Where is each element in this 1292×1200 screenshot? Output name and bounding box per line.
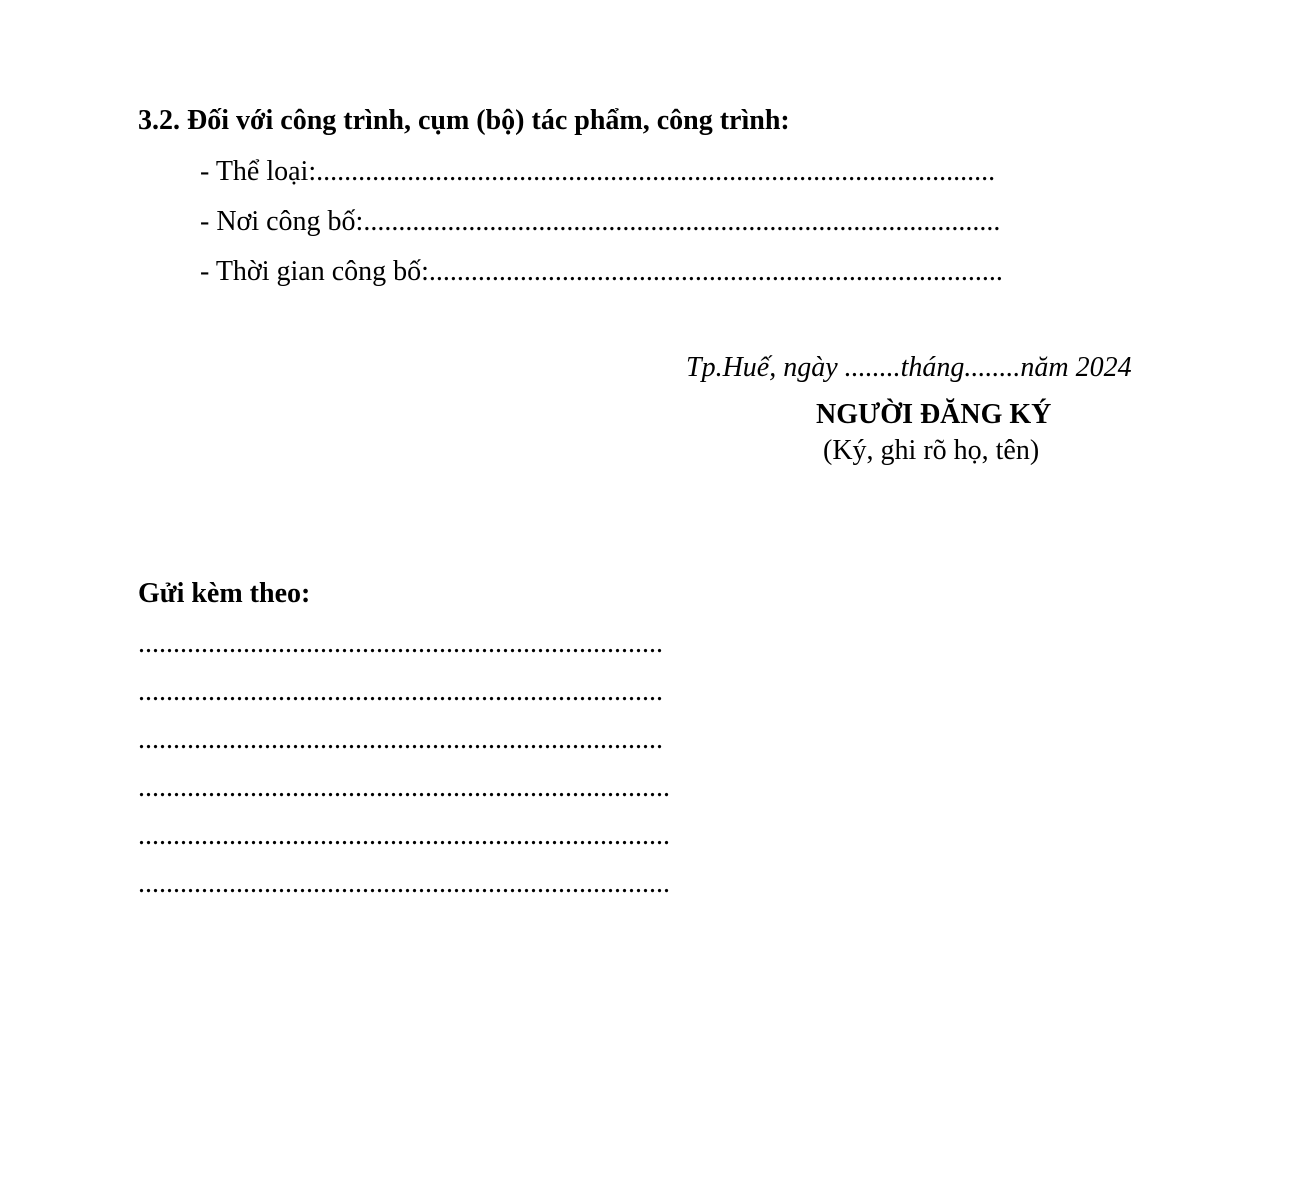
field-publication-time: - Thời gian công bố:.................................................................................. bbox=[200, 256, 1003, 287]
attachment-line: ........................................................................... bbox=[138, 724, 663, 755]
field-publication-place: - Nơi công bố:........................................................................................... bbox=[200, 206, 1001, 237]
attachment-line: ............................................................................ bbox=[138, 868, 670, 899]
signer-note: (Ký, ghi rõ họ, tên) bbox=[823, 435, 1040, 466]
attachment-line: ........................................................................... bbox=[138, 676, 663, 707]
attachment-line: ........................................................................... bbox=[138, 628, 663, 659]
attachment-line: ............................................................................ bbox=[138, 772, 670, 803]
attachment-line: ............................................................................ bbox=[138, 820, 670, 851]
date-line: Tp.Huế, ngày ........tháng........năm 2024 bbox=[686, 352, 1132, 383]
field-genre: - Thể loại:................................................................................................. bbox=[200, 156, 996, 187]
section-heading: 3.2. Đối với công trình, cụm (bộ) tác phẩm, công trình: bbox=[138, 105, 790, 136]
signer-title: NGƯỜI ĐĂNG KÝ bbox=[816, 399, 1052, 430]
attachments-heading: Gửi kèm theo: bbox=[138, 578, 311, 609]
